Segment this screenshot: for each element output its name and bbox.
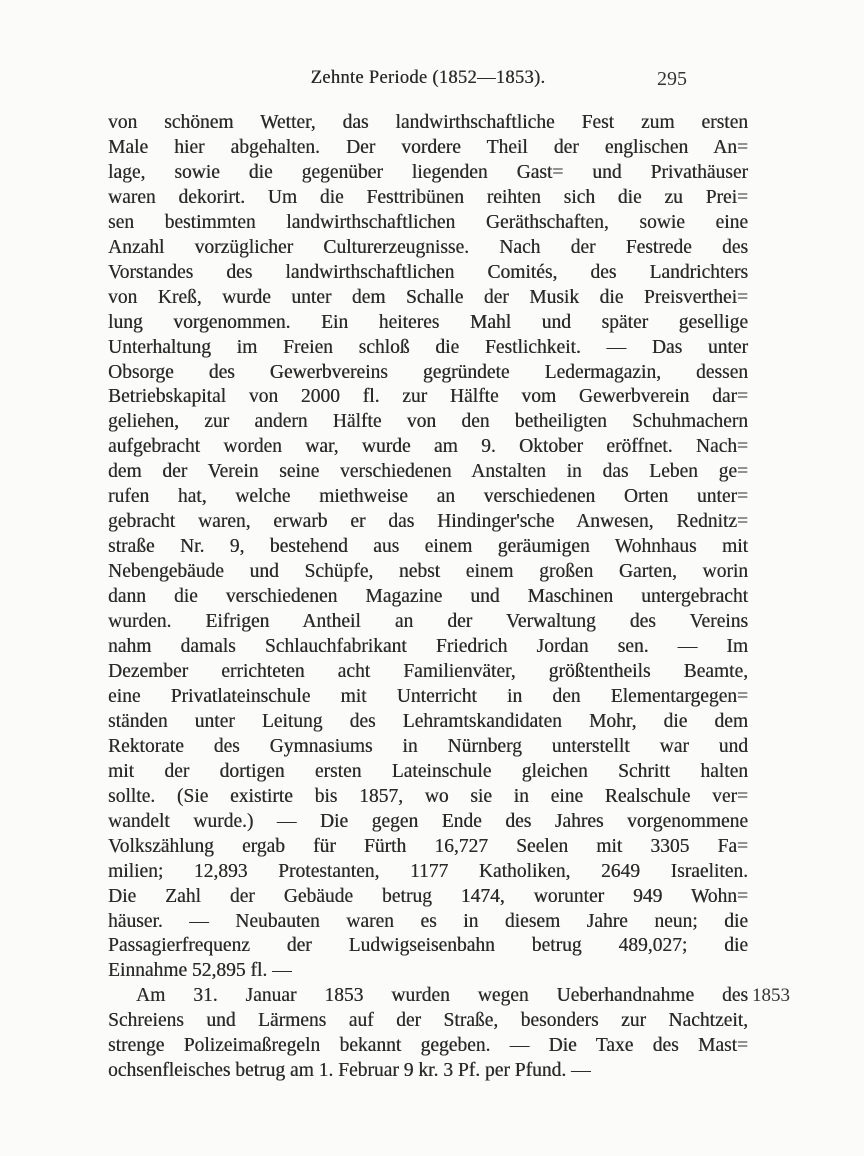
text-line: aufgebracht worden war, wurde am 9. Oktober eröffnet. Nach= [108,436,748,458]
text-line: straße Nr. 9, bestehend aus einem geräumigen Wohnhaus mit [108,536,748,558]
text-line: Volkszählung ergab für Fürth 16,727 Seelen mit 3305 Fa= [108,835,748,857]
text-line: gebracht waren, erwarb er das Hindinger'sche Anwesen, Rednitz= [108,511,748,533]
text-line: lung vorgenommen. Ein heiteres Mahl und später gesellige [108,311,748,333]
text-line: von Kreß, wurde unter dem Schalle der Musik die Preisverthei= [108,286,748,308]
text-line: Vorstandes des landwirthschaftlichen Comités, des Landrichters [108,261,748,283]
text-line: dem der Verein seine verschiedenen Anstalten in das Leben ge= [108,461,748,483]
text-line: wurden. Eifrigen Antheil an der Verwaltung des Vereins [108,611,748,633]
text-line: Rektorate des Gymnasiums in Nürnberg unterstellt war und [108,735,748,757]
text-line: sen bestimmten landwirthschaftlichen Geräthschaften, sowie eine [108,211,748,233]
text-line: häuser. — Neubauten waren es in diesem Jahre neun; die [108,910,748,932]
text-line: von schönem Wetter, das landwirthschaftliche Fest zum ersten [108,112,748,133]
text-line: mit der dortigen ersten Lateinschule gleichen Schritt halten [108,760,748,782]
text-line: nahm damals Schlauchfabrikant Friedrich Jordan sen. — Im [108,636,748,658]
text-line: strenge Polizeimaßregeln bekannt gegeben. — Die Taxe des Mast= [108,1035,748,1057]
chapter-title: Zehnte Periode (1852—1853). [310,68,546,88]
text-line: geliehen, zur andern Hälfte von den betheiligten Schuhmachern [108,411,748,433]
text-line: lage, sowie die gegenüber liegenden Gast= und Privathäuser [108,161,748,183]
text-line: waren dekorirt. Um die Festtribünen reihten sich die zu Prei= [108,186,748,208]
text-line: Unterhaltung im Freien schloß die Festlichkeit. — Das unter [108,336,748,358]
text-line: Nebengebäude und Schüpfe, nebst einem großen Garten, worin [108,561,748,583]
text-line: rufen hat, welche miethweise an verschiedenen Orten unter= [108,486,748,508]
text-line: eine Privatlateinschule mit Unterricht in den Elementargegen= [108,685,748,707]
text-block [108,111,748,1084]
text-line: ochsenfleisches betrug am 1. Februar 9 kr. 3 Pf. per Pfund. — [108,1060,591,1082]
text-line: Anzahl vorzüglicher Culturerzeugnisse. Nach der Festrede des [108,236,748,258]
text-line: Betriebskapital von 2000 fl. zur Hälfte vom Gewerbverein dar= [108,386,748,408]
text-line: wandelt wurde.) — Die gegen Ende des Jahres vorgenommene [108,810,748,832]
text-line: milien; 12,893 Protestanten, 1177 Katholiken, 2649 Israeliten. [108,860,748,882]
text-line: Schreiens und Lärmens auf der Straße, besonders zur Nachtzeit, [108,1010,748,1032]
margin-year-note: 1853 [752,985,790,1006]
text-line: Male hier abgehalten. Der vordere Theil der englischen An= [108,136,748,158]
text-line: dann die verschiedenen Magazine und Maschinen untergebracht [108,586,748,608]
running-header [108,68,748,94]
text-line: Obsorge des Gewerbvereins gegründete Ledermagazin, dessen [108,361,748,383]
text-line: sollte. (Sie existirte bis 1857, wo sie in eine Realschule ver= [108,785,748,807]
text-line: Am 31. Januar 1853 wurden wegen Ueberhandnahme des [136,985,748,1007]
text-line: Passagierfrequenz der Ludwigseisenbahn betrug 489,027; die [108,935,748,957]
page-number: 295 [657,68,687,90]
text-line: ständen unter Leitung des Lehramtskandidaten Mohr, die dem [108,710,748,732]
text-line: Die Zahl der Gebäude betrug 1474, worunter 949 Wohn= [108,885,748,907]
text-line: Dezember errichteten acht Familienväter, größtentheils Beamte, [108,660,748,682]
text-line: Einnahme 52,895 fl. — [108,960,292,982]
